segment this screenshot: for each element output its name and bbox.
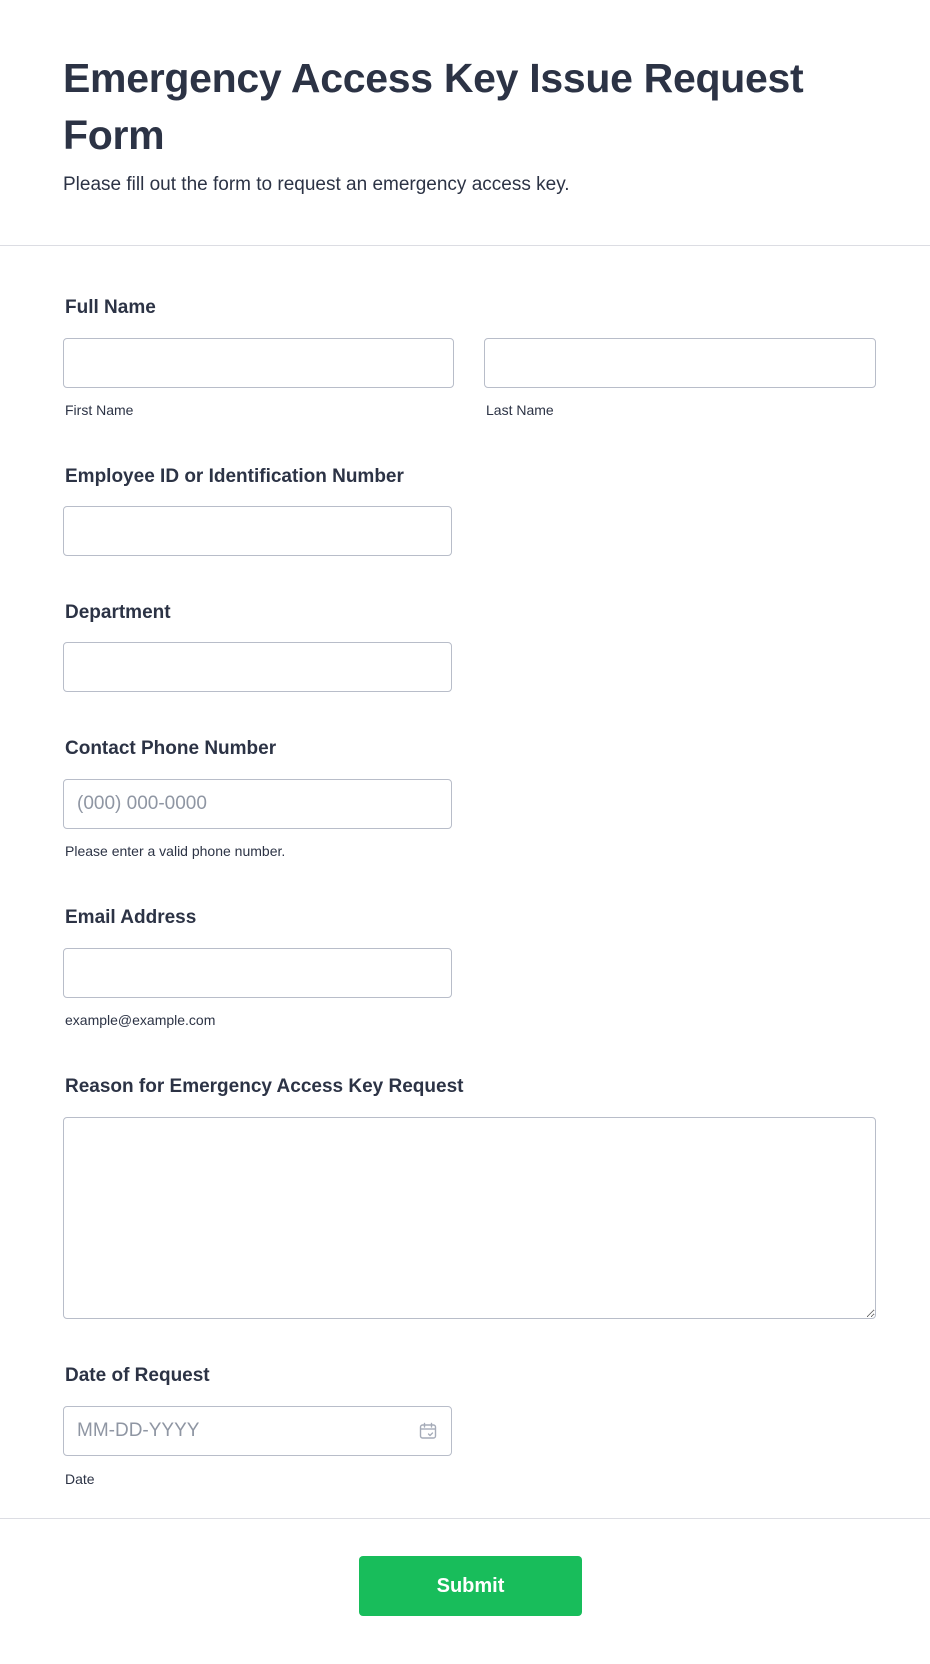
full-name-label: Full Name — [65, 297, 156, 318]
first-name-sublabel: First Name — [65, 402, 134, 418]
page-subtitle: Please fill out the form to request an emergency access key. — [63, 174, 570, 195]
phone-input[interactable] — [63, 779, 452, 829]
email-sublabel: example@example.com — [65, 1012, 216, 1028]
first-name-input[interactable] — [63, 338, 454, 388]
email-input[interactable] — [63, 948, 452, 998]
submit-button[interactable]: Submit — [359, 1556, 582, 1616]
reason-label: Reason for Emergency Access Key Request — [65, 1076, 464, 1097]
employee-id-label: Employee ID or Identification Number — [65, 466, 404, 487]
form-header — [63, 50, 883, 198]
date-label: Date of Request — [65, 1365, 210, 1386]
date-input[interactable] — [63, 1406, 452, 1456]
employee-id-input[interactable] — [63, 506, 452, 556]
last-name-input[interactable] — [484, 338, 876, 388]
phone-label: Contact Phone Number — [65, 738, 277, 759]
date-sublabel: Date — [65, 1471, 95, 1487]
department-input[interactable] — [63, 642, 452, 692]
page-title: Emergency Access Key Issue Request Form — [63, 55, 804, 158]
phone-sublabel: Please enter a valid phone number. — [65, 843, 286, 859]
email-label: Email Address — [65, 907, 197, 928]
calendar-icon[interactable] — [418, 1421, 438, 1441]
department-label: Department — [65, 602, 171, 623]
footer-divider — [0, 1518, 930, 1519]
reason-textarea[interactable] — [63, 1117, 876, 1319]
last-name-sublabel: Last Name — [486, 402, 554, 418]
header-divider — [0, 245, 930, 246]
